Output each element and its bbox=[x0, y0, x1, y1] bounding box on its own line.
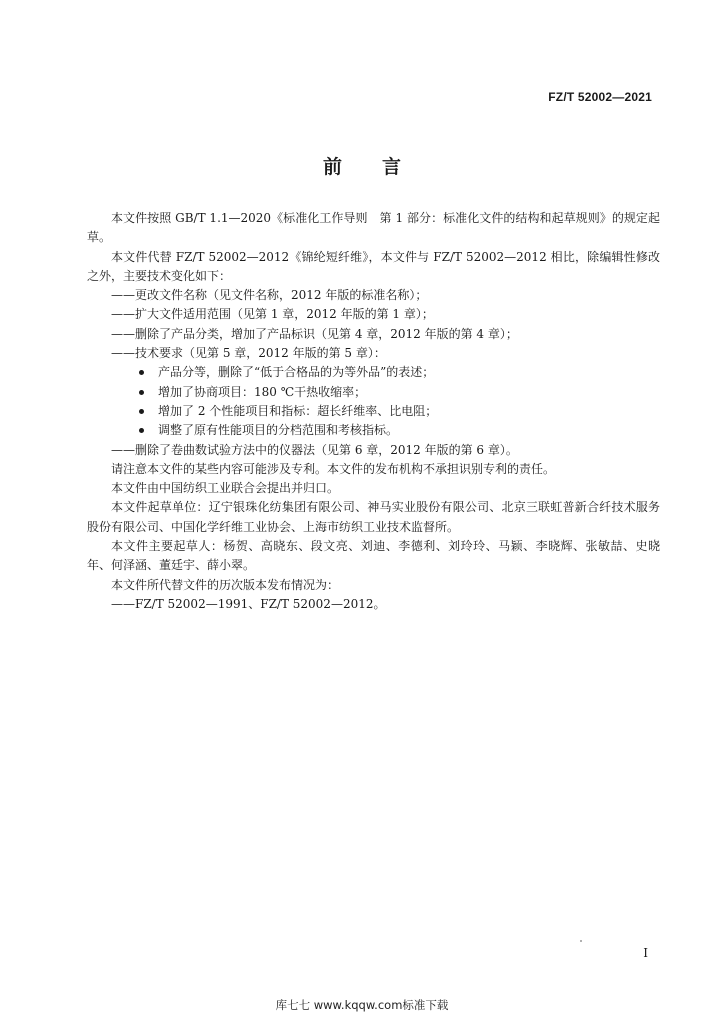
bullet-icon bbox=[139, 390, 144, 395]
bullet-item bbox=[87, 402, 660, 421]
paragraph-history: 本文件所代替文件的历次版本发布情况为： bbox=[111, 577, 340, 592]
paragraph-drafting-rules: 本文件按照 GB/T 1.1—2020《标准化工作导则 第 1 部分：标准化文件的结构和起草规则》的规定起草。 bbox=[87, 211, 660, 245]
change-item: ——删除了产品分类，增加了产品标识（见第 4 章，2012 年版的第 4 章）； bbox=[111, 326, 518, 341]
paragraph-replaces: 本文件代替 FZ/T 52002—2012《锦纶短纤维》，本文件与 FZ/T 52002—2012 相比，除编辑性修改之外，主要技术变化如下： bbox=[87, 249, 660, 283]
scan-speck bbox=[580, 940, 582, 942]
bullet-item bbox=[87, 383, 660, 402]
bullet-text: 增加了协商项目：180 ℃干热收缩率； bbox=[158, 384, 367, 399]
history-item: ——FZ/T 52002—1991、FZ/T 52002—2012。 bbox=[111, 596, 386, 611]
bullet-text: 增加了 2 个性能项目和指标：超长纤维率、比电阻； bbox=[158, 403, 438, 418]
footer-watermark: 库七七 www.kqqw.com标准下载 bbox=[275, 998, 449, 1012]
page-number: I bbox=[643, 946, 648, 960]
paragraph-drafting-units: 本文件起草单位：辽宁银珠化纺集团有限公司、神马实业股份有限公司、北京三联虹普新合纤技术服务股份有限公司、中国化学纤维工业协会、上海市纺织工业技术监督所。 bbox=[87, 500, 660, 534]
bullet-item bbox=[87, 363, 660, 382]
bullet-text: 产品分等，删除了“低于合格品的为等外品”的表述； bbox=[158, 365, 435, 380]
paragraph-drafters: 本文件主要起草人：杨贺、高晓东、段文亮、刘迪、李德利、刘玲玲、马颖、李晓辉、张敏喆、史晓年、何泽涵、董廷宇、薛小翠。 bbox=[87, 539, 660, 573]
paragraph-patent-notice: 请注意本文件的某些内容可能涉及专利。本文件的发布机构不承担识别专利的责任。 bbox=[111, 461, 556, 476]
change-item: ——更改文件名称（见文件名称，2012 年版的标准名称）； bbox=[111, 288, 428, 303]
change-item: ——删除了卷曲数试验方法中的仪器法（见第 6 章，2012 年版的第 6 章）。 bbox=[111, 442, 518, 457]
page-title: 前言 bbox=[322, 156, 441, 178]
change-item: ——技术要求（见第 5 章，2012 年版的第 5 章）： bbox=[111, 346, 386, 361]
bullet-icon bbox=[139, 409, 144, 414]
bullet-text: 调整了原有性能项目的分档范围和考核指标。 bbox=[158, 423, 399, 438]
change-item: ——扩大文件适用范围（见第 1 章，2012 年版的第 1 章）； bbox=[111, 307, 434, 322]
preface-body bbox=[87, 209, 660, 614]
standard-code: FZ/T 52002—2021 bbox=[548, 90, 652, 104]
bullet-item bbox=[87, 421, 660, 440]
paragraph-proposer: 本文件由中国纺织工业联合会提出并归口。 bbox=[111, 481, 340, 496]
